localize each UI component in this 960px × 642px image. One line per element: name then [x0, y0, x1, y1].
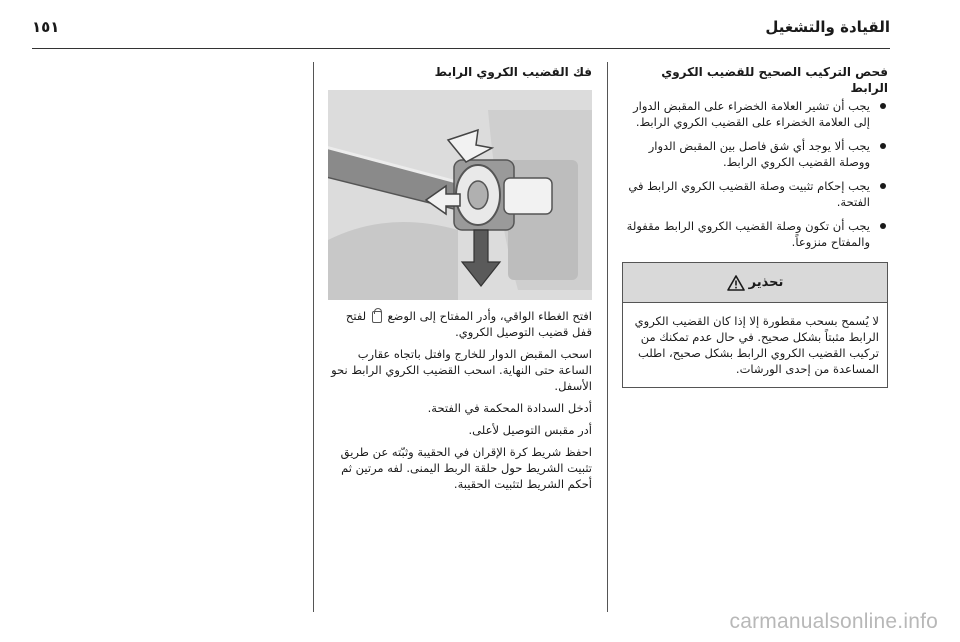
chapter-title: القيادة والتشغيل: [765, 18, 890, 36]
warning-box: [622, 262, 888, 388]
header-divider: [32, 48, 890, 49]
check-list-item: يجب ألا يوجد أي شق فاصل بين المقبض الدوار ووصلة القضيب الكروي الرابط.: [622, 138, 888, 170]
tow-bar-illustration-graphic: [328, 90, 592, 300]
check-list-item: يجب إحكام تثبيت وصلة القضيب الكروي الرابط في الفتحة.: [622, 178, 888, 210]
bullet-icon: [880, 223, 886, 229]
unlock-icon: [372, 311, 382, 323]
check-list: [622, 98, 888, 250]
section-title-check-installation: فحص التركيب الصحيح للقضيب الكروي الرابط: [661, 65, 888, 95]
warning-title: تحذير: [748, 274, 784, 290]
section-title-remove-tow-bar: فك القضيب الكروي الرابط: [434, 65, 592, 79]
warning-triangle-icon: [727, 275, 745, 291]
instruction-paragraph: افتح الغطاء الواقي، وأدر المفتاح إلى الوضع لفتح قفل قضيب التوصيل الكروي.: [345, 309, 592, 339]
watermark: carmanualsonline.info: [729, 610, 938, 633]
page-header: [32, 18, 890, 44]
check-list-item: يجب أن تكون وصلة القضيب الكروي الرابط مقفولة والمفتاح منزوعاً.: [622, 218, 888, 250]
warning-body: لا يُسمح بسحب مقطورة إلا إذا كان القضيب الكروي الرابط مثبتاً بشكل صحيح. في حال عدم تمكنك من تركيب القضيب الكروي الرابط بشكل صحيح، اطلب المساعدة من إحدى الورشات.: [634, 314, 879, 376]
page-number: ١٥١: [32, 18, 60, 36]
tow-bar-removal-illustration: [328, 90, 592, 300]
instruction-paragraph: اسحب المقبض الدوار للخارج وافتل باتجاه عقارب الساعة حتى النهاية. اسحب القضيب الكروي الرابط نحو الأسفل.: [331, 347, 592, 393]
column-divider-right: [607, 62, 608, 612]
warning-header: [623, 263, 887, 303]
instruction-paragraph: احفظ شريط كرة الإقران في الحقيبة وثبّته عن طريق تثبيت الشريط حول حلقة الربط اليمنى. لفه مرتين ثم أحكم الشريط لتثبيت الحقيبة.: [340, 445, 592, 491]
middle-column: [328, 64, 592, 492]
instruction-paragraph: أدر مقبس التوصيل لأعلى.: [468, 423, 592, 437]
instruction-paragraph: أدخل السدادة المحكمة في الفتحة.: [427, 401, 592, 415]
bullet-icon: [880, 143, 886, 149]
column-divider-left: [313, 62, 314, 612]
bullet-icon: [880, 183, 886, 189]
check-list-item: يجب أن تشير العلامة الخضراء على المقبض الدوار إلى العلامة الخضراء على القضيب الكروي الرابط.: [622, 98, 888, 130]
right-column: [622, 64, 888, 388]
bullet-icon: [880, 103, 886, 109]
